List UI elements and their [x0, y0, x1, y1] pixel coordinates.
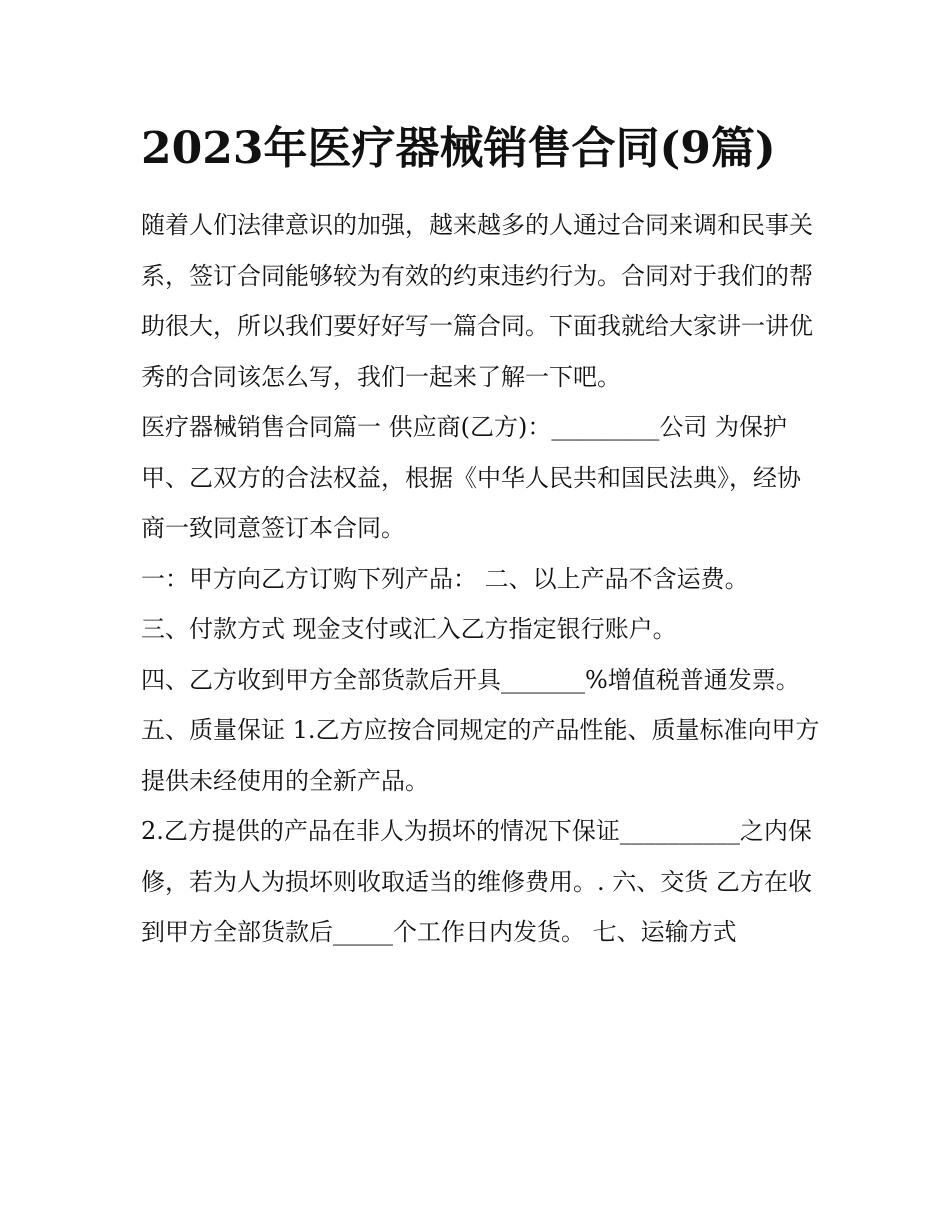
clause-1-2-paragraph: 一：甲方向乙方订购下列产品： 二、以上产品不含运费。	[141, 564, 749, 593]
clause-3-paragraph: 三、付款方式 现金支付或汇入乙方指定银行账户。	[141, 615, 677, 643]
clause-6-7-paragraph: 2.乙方提供的产品在非人为损坏的情况下保证__________之内保修，若为人为损坏则收取适当的维修费用。. 六、交货 乙方在收到甲方全部货款后_____个工作日内发货。 七、运输方式	[141, 817, 812, 946]
document-page	[141, 112, 821, 958]
clause-4-5-paragraph: 四、乙方收到甲方全部货款后开具_______%增值税普通发票。 五、质量保证 1.乙方应按合同规定的产品性能、质量标准向甲方提供未经使用的全新产品。	[141, 665, 820, 795]
document-title: 2023年医疗器械销售合同(9篇)	[141, 123, 776, 174]
contract-opening-paragraph: 医疗器械销售合同篇一 供应商(乙方)：_________公司 为保护甲、乙双方的合法权益，根据《中华人民共和国民法典》，经协商一致同意签订本合同。	[141, 413, 801, 542]
intro-paragraph: 随着人们法律意识的加强，越来越多的人通过合同来调和民事关系，签订合同能够较为有效的约束违约行为。合同对于我们的帮助很大，所以我们要好好写一篇合同。下面我就给大家讲一讲优秀的合同该怎么写，我们一起来了解一下吧。	[141, 211, 813, 391]
